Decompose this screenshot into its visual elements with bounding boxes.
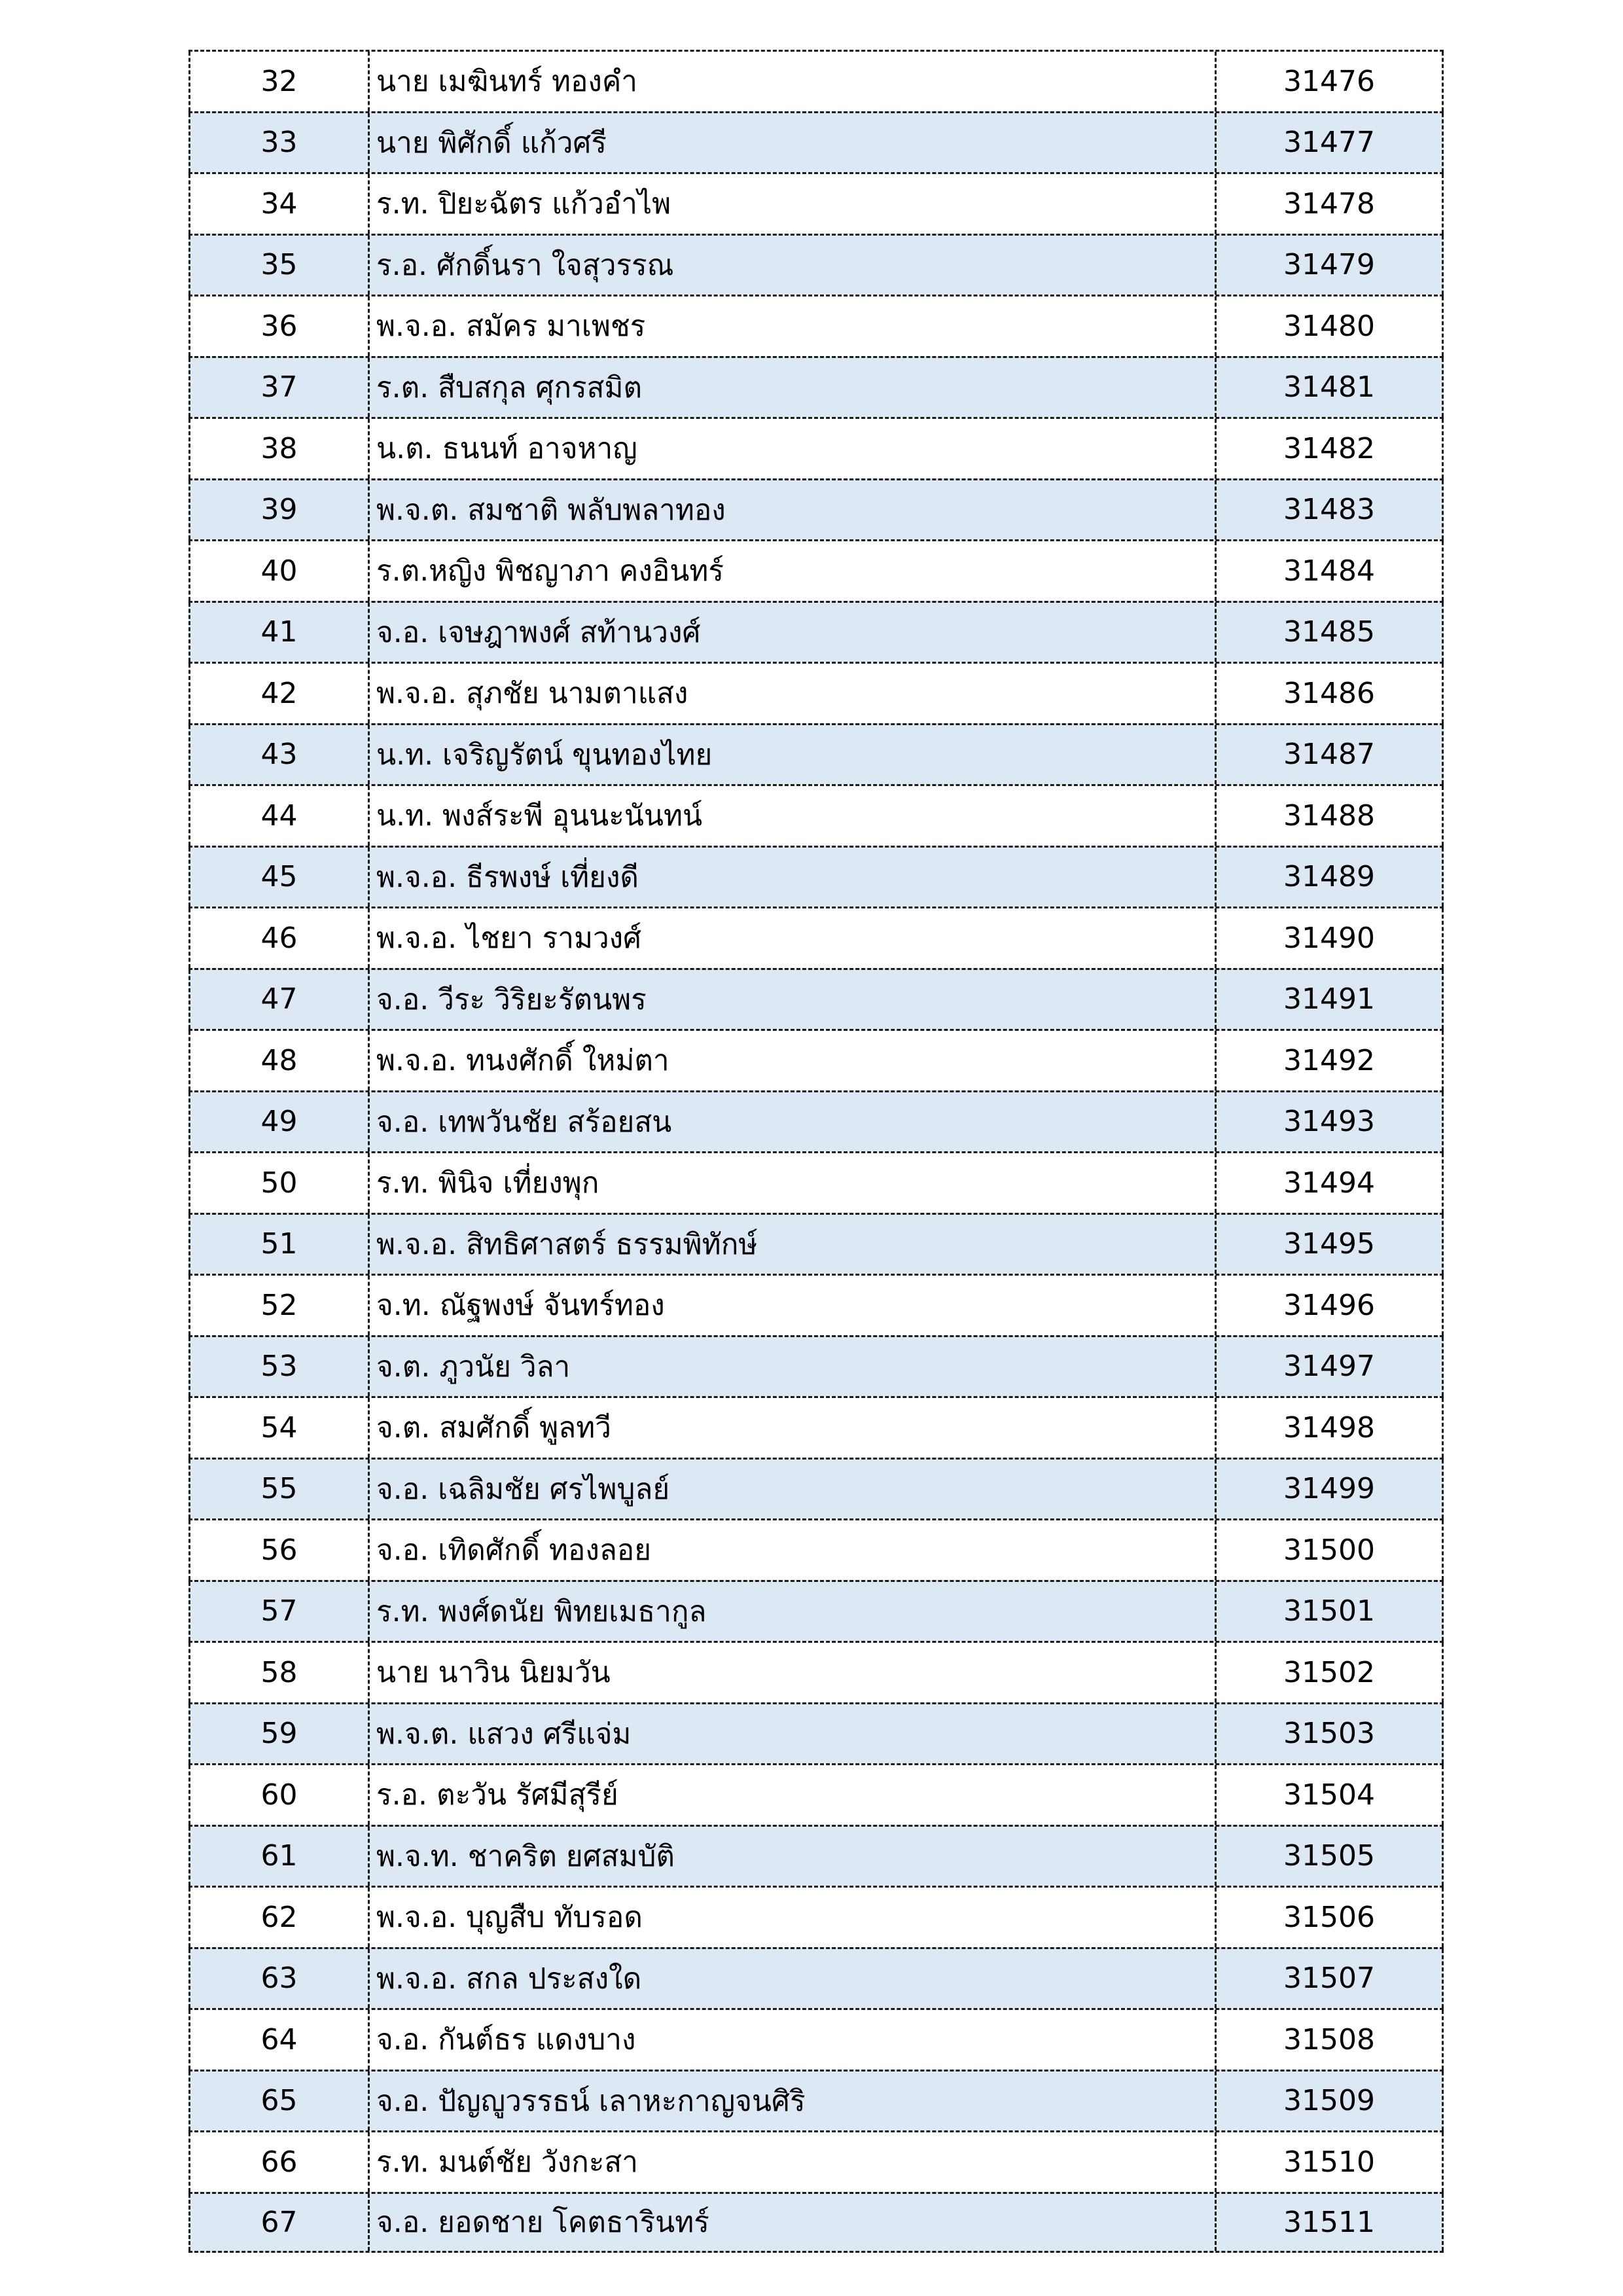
table-row [188,295,1444,356]
roster-table [188,50,1444,2253]
id-cell: 31503 [1215,1704,1444,1764]
name-cell: ร.ท. พงศ์ดนัย พิทยเมธากูล [368,1582,1215,1641]
id-cell: 31480 [1215,296,1444,356]
id-cell: 31491 [1215,970,1444,1030]
name-cell: จ.อ. วีระ วิริยะรัตนพร [368,970,1215,1030]
row-number-cell: 56 [188,1520,368,1580]
table-row [188,906,1444,968]
row-number-cell: 32 [188,52,368,111]
table-row [188,111,1444,173]
name-cell: จ.อ. ปัญญูวรรธน์ เลาหะกาญจนศิริ [368,2072,1215,2131]
table-row [188,1029,1444,1090]
name-cell: จ.อ. เทิดศักดิ์ ทองลอย [368,1520,1215,1580]
table-row [188,478,1444,540]
row-number-cell: 49 [188,1092,368,1152]
row-number-cell: 34 [188,174,368,234]
name-cell: พ.จ.อ. ธีรพงษ์ เที่ยงดี [368,848,1215,907]
id-cell: 31510 [1215,2132,1444,2192]
name-cell: พ.จ.อ. ทนงศักดิ์ ใหม่ตา [368,1031,1215,1090]
table-row [188,1213,1444,1274]
row-number-cell: 42 [188,664,368,723]
row-number-cell: 51 [188,1215,368,1274]
row-number-cell: 44 [188,786,368,846]
row-number-cell: 38 [188,419,368,478]
id-cell: 31500 [1215,1520,1444,1580]
id-cell: 31494 [1215,1153,1444,1213]
name-cell: ร.ท. ปิยะฉัตร แก้วอำไพ [368,174,1215,234]
table-row [188,846,1444,907]
name-cell: ร.ต.หญิง พิชญาภา คงอินทร์ [368,541,1215,601]
id-cell: 31477 [1215,113,1444,173]
name-cell: จ.อ. ยอดชาย โคตธารินทร์ [368,2194,1215,2251]
row-number-cell: 52 [188,1276,368,1335]
table-row [188,234,1444,295]
table-row [188,723,1444,785]
id-cell: 31508 [1215,2010,1444,2070]
row-number-cell: 65 [188,2072,368,2131]
table-row [188,1274,1444,1335]
id-cell: 31485 [1215,603,1444,662]
name-cell: จ.ต. ภูวนัย วิลา [368,1337,1215,1397]
id-cell: 31502 [1215,1643,1444,1702]
name-cell: จ.ต. สมศักดิ์ พูลทวี [368,1398,1215,1458]
id-cell: 31478 [1215,174,1444,234]
name-cell: ร.ต. สืบสกุล ศุกรสมิต [368,358,1215,418]
table-row [188,1580,1444,1641]
name-cell: พ.จ.อ. สิทธิศาสตร์ ธรรมพิทักษ์ [368,1215,1215,1274]
row-number-cell: 50 [188,1153,368,1213]
table-row [188,1702,1444,1764]
row-number-cell: 63 [188,1949,368,2009]
id-cell: 31492 [1215,1031,1444,1090]
id-cell: 31489 [1215,848,1444,907]
id-cell: 31481 [1215,358,1444,418]
table-row [188,784,1444,846]
id-cell: 31479 [1215,236,1444,295]
row-number-cell: 40 [188,541,368,601]
name-cell: จ.ท. ณัฐพงษ์ จันทร์ทอง [368,1276,1215,1335]
table-row [188,1763,1444,1825]
table-row [188,2008,1444,2070]
name-cell: พ.จ.ต. แสวง ศรีแจ่ม [368,1704,1215,1764]
row-number-cell: 37 [188,358,368,418]
table-row [188,1825,1444,1886]
name-cell: จ.อ. เจษฎาพงศ์ สท้านวงศ์ [368,603,1215,662]
name-cell: พ.จ.ต. สมชาติ พลับพลาทอง [368,480,1215,540]
name-cell: ร.อ. ศักดิ์นรา ใจสุวรรณ [368,236,1215,295]
name-cell: พ.จ.อ. สกล ประสงใด [368,1949,1215,2009]
id-cell: 31496 [1215,1276,1444,1335]
row-number-cell: 41 [188,603,368,662]
id-cell: 31497 [1215,1337,1444,1397]
row-number-cell: 39 [188,480,368,540]
name-cell: จ.อ. เทพวันชัย สร้อยสน [368,1092,1215,1152]
name-cell: จ.อ. เฉลิมชัย ศรไพบูลย์ [368,1460,1215,1519]
row-number-cell: 60 [188,1765,368,1825]
name-cell: พ.จ.ท. ชาคริต ยศสมบัติ [368,1827,1215,1886]
row-number-cell: 62 [188,1888,368,1947]
table-row [188,662,1444,723]
name-cell: ร.ท. มนต์ชัย วังกะสา [368,2132,1215,2192]
row-number-cell: 48 [188,1031,368,1090]
id-cell: 31505 [1215,1827,1444,1886]
id-cell: 31509 [1215,2072,1444,2131]
name-cell: พ.จ.อ. บุญสืบ ทับรอด [368,1888,1215,1947]
table-row [188,417,1444,478]
id-cell: 31507 [1215,1949,1444,2009]
row-number-cell: 58 [188,1643,368,1702]
name-cell: น.ท. พงส์ระพี อุนนะนันทน์ [368,786,1215,846]
name-cell: ร.อ. ตะวัน รัศมีสุรีย์ [368,1765,1215,1825]
table-row [188,172,1444,234]
row-number-cell: 55 [188,1460,368,1519]
name-cell: นาย เมฆินทร์ ทองคำ [368,52,1215,111]
row-number-cell: 59 [188,1704,368,1764]
id-cell: 31493 [1215,1092,1444,1152]
row-number-cell: 61 [188,1827,368,1886]
id-cell: 31501 [1215,1582,1444,1641]
name-cell: จ.อ. กันต์ธร แดงบาง [368,2010,1215,2070]
row-number-cell: 36 [188,296,368,356]
name-cell: พ.จ.อ. สมัคร มาเพชร [368,296,1215,356]
table-row [188,968,1444,1030]
id-cell: 31488 [1215,786,1444,846]
name-cell: น.ท. เจริญรัตน์ ขุนทองไทย [368,725,1215,785]
row-number-cell: 43 [188,725,368,785]
row-number-cell: 33 [188,113,368,173]
table-row [188,1518,1444,1580]
id-cell: 31483 [1215,480,1444,540]
id-cell: 31506 [1215,1888,1444,1947]
row-number-cell: 54 [188,1398,368,1458]
name-cell: นาย พิศักดิ์ แก้วศรี [368,113,1215,173]
row-number-cell: 45 [188,848,368,907]
table-row [188,1151,1444,1213]
table-row [188,2130,1444,2192]
id-cell: 31499 [1215,1460,1444,1519]
table-row [188,1090,1444,1152]
row-number-cell: 53 [188,1337,368,1397]
row-number-cell: 64 [188,2010,368,2070]
row-number-cell: 47 [188,970,368,1030]
row-number-cell: 46 [188,908,368,968]
table-row [188,1396,1444,1458]
name-cell: พ.จ.อ. ไชยา รามวงศ์ [368,908,1215,968]
id-cell: 31495 [1215,1215,1444,1274]
id-cell: 31511 [1215,2194,1444,2251]
id-cell: 31504 [1215,1765,1444,1825]
id-cell: 31482 [1215,419,1444,478]
table-row [188,1335,1444,1397]
name-cell: พ.จ.อ. สุภชัย นามตาแสง [368,664,1215,723]
row-number-cell: 67 [188,2194,368,2251]
row-number-cell: 35 [188,236,368,295]
row-number-cell: 57 [188,1582,368,1641]
table-row [188,539,1444,601]
table-row [188,50,1444,111]
name-cell: นาย นาวิน นิยมวัน [368,1643,1215,1702]
table-row [188,2192,1444,2253]
id-cell: 31490 [1215,908,1444,968]
table-row [188,2070,1444,2131]
id-cell: 31476 [1215,52,1444,111]
id-cell: 31487 [1215,725,1444,785]
table-row [188,1947,1444,2009]
table-row [188,356,1444,418]
table-row [188,1641,1444,1702]
id-cell: 31486 [1215,664,1444,723]
table-row [188,601,1444,662]
id-cell: 31484 [1215,541,1444,601]
table-row [188,1458,1444,1519]
id-cell: 31498 [1215,1398,1444,1458]
row-number-cell: 66 [188,2132,368,2192]
name-cell: น.ต. ธนนท์ อาจหาญ [368,419,1215,478]
table-row [188,1886,1444,1947]
name-cell: ร.ท. พินิจ เที่ยงพุก [368,1153,1215,1213]
